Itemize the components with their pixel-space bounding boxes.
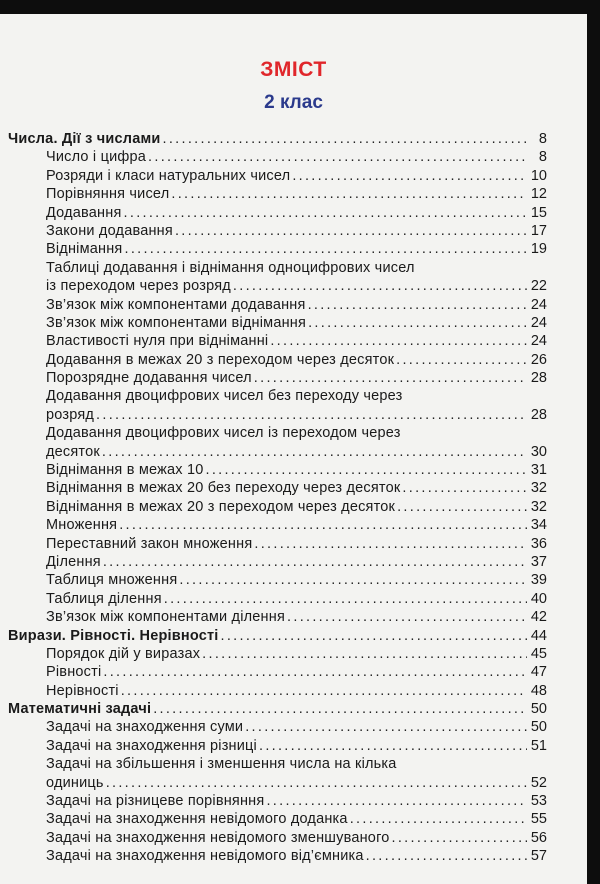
toc-entry-row <box>8 645 547 663</box>
toc-page-number: 12 <box>530 186 547 203</box>
dot-leader <box>308 296 527 314</box>
toc-page-number: 10 <box>530 167 547 184</box>
dot-leader <box>124 240 527 258</box>
toc-entry-label: десяток <box>46 443 100 460</box>
toc-page-number: 37 <box>530 553 547 570</box>
toc-page-number: 44 <box>530 627 547 644</box>
toc-entry-row <box>8 443 547 461</box>
toc-page-number: 15 <box>530 204 547 221</box>
dot-leader <box>153 700 527 718</box>
toc-entry-row <box>8 185 547 203</box>
toc-entry-label: Додавання в межах 20 з переходом через десяток <box>46 351 395 368</box>
toc-page-number: 36 <box>530 535 547 552</box>
toc-entry-label: Задачі на різницеве порівняння <box>46 793 265 810</box>
toc-entry-row <box>8 535 547 553</box>
toc-entry-label: Віднімання в межах 20 без переходу через десяток <box>46 480 401 497</box>
toc-entry-row <box>8 498 547 516</box>
toc-page-number: 51 <box>530 737 547 754</box>
toc-entry-label: Таблиця множення <box>46 572 178 589</box>
toc-entry-row <box>8 516 547 534</box>
dot-leader <box>103 553 527 571</box>
dot-leader <box>124 204 527 222</box>
toc-section-row <box>8 700 547 718</box>
toc-entry-row <box>8 314 547 332</box>
toc-page-number: 8 <box>538 130 547 147</box>
toc-entry-label: одиниць <box>46 774 104 791</box>
toc-page-number: 48 <box>530 682 547 699</box>
toc-entry-row <box>8 590 547 608</box>
toc-entry-label: Задачі на знаходження невідомого доданка <box>46 811 348 828</box>
toc-entry-row <box>8 332 547 350</box>
dot-leader <box>233 277 527 295</box>
dot-leader <box>254 535 527 553</box>
toc-entry-label: Задачі на збільшення і зменшення числа на кілька <box>46 756 397 773</box>
toc-entry-row <box>8 204 547 222</box>
toc-section-row <box>8 130 547 148</box>
dot-leader <box>179 571 527 589</box>
toc-entry-label: із переходом через розряд <box>46 278 231 295</box>
dot-leader <box>121 682 527 700</box>
dot-leader <box>106 774 527 792</box>
toc-entry-row <box>8 259 547 277</box>
dot-leader <box>171 185 527 203</box>
toc-page-number: 19 <box>530 241 547 258</box>
toc-entry-label: Зв’язок між компонентами віднімання <box>46 314 307 331</box>
table-of-contents <box>8 130 547 866</box>
toc-page-number: 40 <box>530 590 547 607</box>
toc-entry-label: Віднімання в межах 10 <box>46 462 204 479</box>
toc-entry-label: Додавання двоцифрових чисел із переходом через <box>46 425 401 442</box>
toc-entry-row <box>8 719 547 737</box>
dot-leader <box>245 718 527 736</box>
toc-entry-label: Математичні задачі <box>8 701 152 718</box>
dot-leader <box>396 351 527 369</box>
toc-page-number: 17 <box>530 222 547 239</box>
toc-entry-label: Рівності <box>46 664 102 681</box>
dot-leader <box>103 663 527 681</box>
dot-leader <box>164 590 527 608</box>
toc-page-number: 31 <box>530 462 547 479</box>
toc-entry-label: Числа. Дії з числами <box>8 130 161 147</box>
toc-entry-label: Розряди і класи натуральних чисел <box>46 167 291 184</box>
toc-entry-label: Переставний закон множення <box>46 535 253 552</box>
toc-entry-row <box>8 461 547 479</box>
toc-entry-label: Задачі на знаходження суми <box>46 719 244 736</box>
toc-entry-row <box>8 148 547 166</box>
toc-page-number: 28 <box>530 406 547 423</box>
toc-page-number: 32 <box>530 480 547 497</box>
dot-leader <box>96 406 527 424</box>
toc-entry-row <box>8 553 547 571</box>
toc-entry-row <box>8 663 547 681</box>
toc-page-number: 50 <box>530 719 547 736</box>
dot-leader <box>202 645 527 663</box>
toc-entry-row <box>8 387 547 405</box>
dot-leader <box>148 148 527 166</box>
toc-entry-row <box>8 406 547 424</box>
dot-leader <box>292 167 527 185</box>
toc-entry-label: Додавання <box>46 204 122 221</box>
toc-section-row <box>8 627 547 645</box>
dot-leader <box>366 847 527 865</box>
toc-page-number: 56 <box>530 829 547 846</box>
grade-subtitle: 2 клас <box>264 92 323 113</box>
toc-page-number: 32 <box>530 498 547 515</box>
dot-leader <box>308 314 527 332</box>
toc-page-number: 34 <box>530 517 547 534</box>
dot-leader <box>119 516 527 534</box>
toc-entry-row <box>8 774 547 792</box>
toc-entry-label: Вирази. Рівності. Нерівності <box>8 627 219 644</box>
document-page <box>0 14 587 884</box>
dot-leader <box>205 461 527 479</box>
toc-entry-label: Зв’язок між компонентами додавання <box>46 296 306 313</box>
toc-entry-label: Властивості нуля при відніманні <box>46 333 269 350</box>
dot-leader <box>402 479 527 497</box>
toc-entry-label: Множення <box>46 517 118 534</box>
toc-entry-row <box>8 351 547 369</box>
toc-entry-label: Віднімання <box>46 241 123 258</box>
toc-entry-label: Додавання двоцифрових чисел без переходу через <box>46 388 403 405</box>
toc-entry-label: Таблиці додавання і віднімання одноцифрових чисел <box>46 259 415 276</box>
toc-entry-label: Нерівності <box>46 682 119 699</box>
toc-entry-label: Число і цифра <box>46 149 147 166</box>
toc-entry-label: Порозрядне додавання чисел <box>46 370 252 387</box>
dot-leader <box>266 792 527 810</box>
dot-leader <box>175 222 527 240</box>
toc-page-number: 47 <box>530 664 547 681</box>
toc-page-number: 28 <box>530 370 547 387</box>
toc-entry-row <box>8 847 547 865</box>
toc-entry-row <box>8 571 547 589</box>
toc-entry-row <box>8 608 547 626</box>
toc-entry-row <box>8 296 547 314</box>
toc-entry-label: Порівняння чисел <box>46 186 170 203</box>
toc-page-number: 53 <box>530 793 547 810</box>
toc-entry-row <box>8 682 547 700</box>
dot-leader <box>102 443 527 461</box>
toc-entry-row <box>8 792 547 810</box>
toc-page-number: 55 <box>530 811 547 828</box>
toc-entry-row <box>8 167 547 185</box>
toc-entry-label: Віднімання в межах 20 з переходом через десяток <box>46 498 396 515</box>
toc-page-number: 52 <box>530 774 547 791</box>
toc-entry-row <box>8 240 547 258</box>
toc-page-number: 50 <box>530 701 547 718</box>
toc-entry-row <box>8 222 547 240</box>
toc-page-number: 39 <box>530 572 547 589</box>
dot-leader <box>287 608 527 626</box>
page-title: ЗМІСТ <box>260 58 327 81</box>
toc-page-number: 8 <box>538 149 547 166</box>
toc-entry-row <box>8 479 547 497</box>
dot-leader <box>270 332 527 350</box>
toc-entry-label: Зв’язок між компонентами ділення <box>46 609 286 626</box>
toc-entry-label: розряд <box>46 406 95 423</box>
dot-leader <box>350 810 527 828</box>
toc-entry-row <box>8 737 547 755</box>
toc-page-number: 42 <box>530 609 547 626</box>
toc-entry-row <box>8 755 547 773</box>
toc-entry-row <box>8 277 547 295</box>
toc-page-number: 45 <box>530 645 547 662</box>
toc-page-number: 24 <box>530 314 547 331</box>
dot-leader <box>254 369 527 387</box>
toc-page-number: 57 <box>530 848 547 865</box>
toc-entry-label: Задачі на знаходження різниці <box>46 737 257 754</box>
toc-entry-label: Таблиця ділення <box>46 590 162 607</box>
toc-entry-label: Ділення <box>46 553 101 570</box>
toc-page-number: 22 <box>530 278 547 295</box>
dot-leader <box>259 737 527 755</box>
toc-entry-row <box>8 829 547 847</box>
toc-entry-row <box>8 810 547 828</box>
toc-page-number: 24 <box>530 333 547 350</box>
toc-page-number: 30 <box>530 443 547 460</box>
dot-leader <box>163 130 527 148</box>
dot-leader <box>392 829 527 847</box>
toc-entry-label: Закони додавання <box>46 222 173 239</box>
toc-entry-label: Порядок дій у виразах <box>46 645 201 662</box>
toc-entry-label: Задачі на знаходження невідомого від’ємника <box>46 848 364 865</box>
dot-leader <box>397 498 527 516</box>
toc-page-number: 24 <box>530 296 547 313</box>
toc-entry-row <box>8 369 547 387</box>
toc-entry-row <box>8 424 547 442</box>
dot-leader <box>221 627 527 645</box>
toc-entry-label: Задачі на знаходження невідомого зменшуваного <box>46 829 390 846</box>
toc-page-number: 26 <box>530 351 547 368</box>
